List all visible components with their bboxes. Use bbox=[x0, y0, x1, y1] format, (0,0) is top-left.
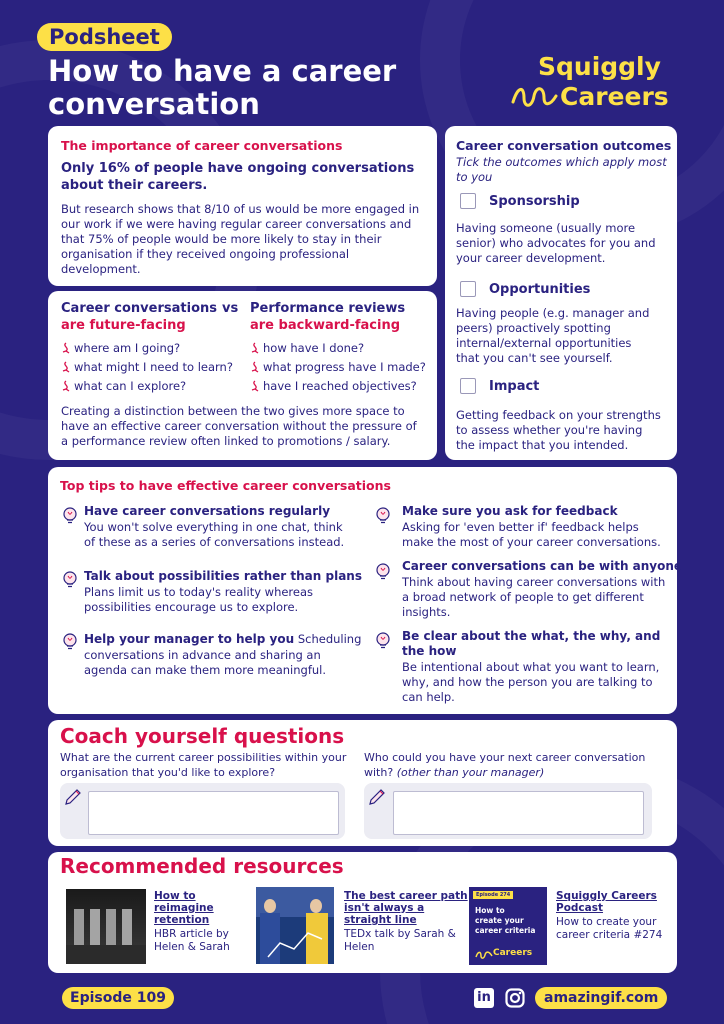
instagram-icon[interactable] bbox=[505, 988, 525, 1008]
squiggle-bullet-icon bbox=[250, 380, 260, 392]
lightbulb-icon bbox=[62, 633, 78, 651]
sponsorship-desc-line: Having someone (usually more bbox=[456, 221, 636, 235]
importance-body-line: But research shows that 8/10 of us would be more engaged in bbox=[61, 202, 420, 216]
opportunities-desc-line: peers) proactively spotting bbox=[456, 321, 611, 335]
importance-card bbox=[48, 126, 437, 286]
future-question-text: what can I explore? bbox=[74, 379, 187, 393]
impact-desc-line: the impact that you intended. bbox=[456, 438, 629, 452]
lightbulb-icon bbox=[375, 563, 391, 581]
tip-line: insights. bbox=[402, 605, 451, 619]
past-question-text: what progress have I made? bbox=[263, 360, 426, 374]
podcast-thumb-logo: Careers bbox=[493, 948, 533, 958]
squiggle-bullet-icon bbox=[250, 361, 260, 373]
tip-title-line bbox=[84, 632, 361, 646]
coach-question-2-italic: (other than your manager) bbox=[396, 766, 545, 779]
squiggly-careers-logo bbox=[508, 52, 688, 114]
opportunities-checkbox[interactable] bbox=[460, 281, 476, 297]
answer-input-2[interactable] bbox=[393, 791, 644, 835]
past-question-text: have I reached objectives? bbox=[263, 379, 417, 393]
resource-link[interactable]: How to bbox=[154, 890, 196, 902]
squiggle-bullet-icon bbox=[61, 361, 71, 373]
tip-line: why, and how the person you are talking to bbox=[402, 675, 653, 689]
opportunities-desc-line: that you can't see yourself. bbox=[456, 351, 613, 365]
website-link[interactable]: amazingif.com bbox=[535, 987, 667, 1009]
tip-title: Help your manager to help you bbox=[84, 632, 295, 646]
opportunities-title: Opportunities bbox=[489, 282, 591, 297]
answer-area-1 bbox=[60, 783, 345, 839]
tip-line: agenda can make them more meaningful. bbox=[84, 663, 327, 677]
lightbulb-icon bbox=[62, 507, 78, 525]
tip-line: Plans limit us to today's reality whereas bbox=[84, 585, 314, 599]
coach-card bbox=[48, 720, 677, 846]
squiggle-bullet-icon bbox=[61, 342, 71, 354]
resources-heading: Recommended resources bbox=[60, 854, 344, 878]
tip-line: Asking for 'even better if' feedback helps bbox=[402, 520, 639, 534]
comparison-body-line: Creating a distinction between the two gives more space to bbox=[61, 404, 405, 418]
outcomes-card bbox=[445, 126, 677, 460]
tip-line: make the most of your career conversations. bbox=[402, 535, 661, 549]
tip-line: possibilities encourage us to explore. bbox=[84, 600, 299, 614]
tip-inline-text: Scheduling bbox=[294, 632, 362, 646]
lightbulb-icon bbox=[375, 632, 391, 650]
resource-thumbnail-podcast[interactable] bbox=[469, 887, 547, 965]
squiggle-icon bbox=[510, 82, 560, 110]
tip-title: Be clear about the what, the why, and bbox=[402, 629, 661, 643]
resource-link[interactable]: Squiggly Careers bbox=[556, 890, 657, 902]
tip-title: Make sure you ask for feedback bbox=[402, 504, 618, 518]
episode-badge: Episode 109 bbox=[62, 987, 174, 1009]
squiggle-bullet-icon bbox=[250, 342, 260, 354]
impact-desc-line: to assess whether you're having bbox=[456, 423, 643, 437]
lightbulb-icon bbox=[375, 507, 391, 525]
answer-area-2 bbox=[364, 783, 652, 839]
tip-title: Talk about possibilities rather than plans bbox=[84, 569, 362, 583]
podsheet-badge: Podsheet bbox=[37, 23, 172, 51]
outcomes-heading: Career conversation outcomes bbox=[456, 138, 672, 153]
outcomes-sub-line2: to you bbox=[456, 170, 493, 184]
importance-lead-line2: about their careers. bbox=[61, 178, 208, 193]
importance-lead-line1: Only 16% of people have ongoing conversations bbox=[61, 161, 415, 176]
impact-title: Impact bbox=[489, 379, 540, 394]
resource-desc: How to create your bbox=[556, 916, 657, 928]
coach-question-1-line1: What are the current career possibilities within your bbox=[60, 751, 347, 764]
opportunities-desc-line: Having people (e.g. manager and bbox=[456, 306, 650, 320]
outcomes-sub-line1: Tick the outcomes which apply most bbox=[456, 155, 667, 169]
resource-link[interactable]: reimagine bbox=[154, 902, 214, 914]
importance-body-line: organisation if they received ongoing professional bbox=[61, 247, 350, 261]
logo-text-squiggly: Squiggly bbox=[538, 52, 661, 81]
comparison-card bbox=[48, 291, 437, 460]
sponsorship-desc-line: senior) who advocates for you and bbox=[456, 236, 656, 250]
importance-body-line: that 75% of people would be more likely to stay in their bbox=[61, 232, 382, 246]
coach-heading: Coach yourself questions bbox=[60, 724, 345, 748]
sponsorship-title: Sponsorship bbox=[489, 194, 580, 209]
tip-line: Think about having career conversations with bbox=[402, 575, 666, 589]
pencil-icon bbox=[64, 785, 84, 805]
performance-reviews-title: Performance reviews bbox=[250, 301, 406, 316]
resource-link[interactable]: straight line bbox=[344, 914, 417, 926]
tip-line: of these as a series of conversations instead. bbox=[84, 535, 345, 549]
importance-heading: The importance of career conversations bbox=[61, 138, 343, 153]
sponsorship-checkbox[interactable] bbox=[460, 193, 476, 209]
resource-desc: HBR article by bbox=[154, 928, 229, 940]
sponsorship-desc-line: your career development. bbox=[456, 251, 606, 265]
future-question-text: where am I going? bbox=[74, 341, 181, 355]
past-question-text: how have I done? bbox=[263, 341, 365, 355]
podcast-thumb-text: create your bbox=[475, 916, 524, 925]
tips-card bbox=[48, 467, 683, 714]
page-title-line2: conversation bbox=[48, 87, 260, 121]
answer-input-1[interactable] bbox=[88, 791, 339, 835]
linkedin-icon[interactable]: in bbox=[474, 988, 494, 1008]
coach-question-2-line2 bbox=[364, 766, 544, 779]
opportunities-desc-line: internal/external opportunities bbox=[456, 336, 632, 350]
resource-desc: TEDx talk by Sarah & bbox=[344, 928, 456, 940]
tip-line: can help. bbox=[402, 690, 455, 704]
resource-link[interactable]: retention bbox=[154, 914, 210, 926]
podcast-episode-badge: Episode 274 bbox=[473, 891, 513, 899]
resources-card bbox=[48, 852, 677, 973]
tip-title: Career conversations can be with anyone bbox=[402, 559, 683, 573]
logo-text-careers: Careers bbox=[560, 82, 669, 111]
comparison-body-line: a performance review often linked to promotions / salary. bbox=[61, 434, 391, 448]
importance-body-line: development. bbox=[61, 262, 141, 276]
lightbulb-icon bbox=[62, 571, 78, 589]
importance-body-line: our work if we were having regular career conversations and bbox=[61, 217, 412, 231]
tip-title-line2: the how bbox=[402, 644, 457, 658]
backward-facing-label: are backward-facing bbox=[250, 318, 401, 333]
podcast-thumb-text: career criteria bbox=[475, 926, 536, 935]
future-facing-label: are future-facing bbox=[61, 318, 186, 333]
resource-desc: career criteria #274 bbox=[556, 929, 663, 941]
tip-line: conversations in advance and sharing an bbox=[84, 648, 321, 662]
pencil-icon bbox=[368, 785, 388, 805]
resource-link[interactable]: Podcast bbox=[556, 902, 604, 914]
coach-question-2-prefix: with? bbox=[364, 766, 397, 779]
resource-thumbnail-tedx[interactable] bbox=[256, 887, 334, 964]
impact-desc-line: Getting feedback on your strengths bbox=[456, 408, 661, 422]
resource-link[interactable]: isn't always a bbox=[344, 902, 425, 914]
coach-question-1-line2: organisation that you'd like to explore? bbox=[60, 766, 276, 779]
squiggle-bullet-icon bbox=[61, 380, 71, 392]
resource-desc: Helen & Sarah bbox=[154, 941, 230, 953]
tip-title: Have career conversations regularly bbox=[84, 504, 331, 518]
resource-desc: Helen bbox=[344, 941, 375, 953]
comparison-body-line: have an effective career conversation without the pressure of bbox=[61, 419, 417, 433]
tip-line: You won't solve everything in one chat, think bbox=[84, 520, 343, 534]
coach-question-2-line1: Who could you have your next career conversation bbox=[364, 751, 646, 764]
page-title-line1: How to have a career bbox=[48, 54, 397, 88]
resource-thumbnail-chairs[interactable] bbox=[66, 889, 146, 964]
resource-link[interactable]: The best career path bbox=[344, 890, 468, 902]
squiggle-icon bbox=[475, 950, 493, 960]
podcast-thumb-text: How to bbox=[475, 906, 505, 915]
tip-line: Be intentional about what you want to learn, bbox=[402, 660, 660, 674]
tips-heading: Top tips to have effective career conversations bbox=[60, 478, 391, 493]
vs-label: vs bbox=[222, 301, 239, 316]
career-conversations-title: Career conversations bbox=[61, 301, 217, 316]
impact-checkbox[interactable] bbox=[460, 378, 476, 394]
tip-line: a broad network of people to get different bbox=[402, 590, 644, 604]
future-question-text: what might I need to learn? bbox=[74, 360, 233, 374]
